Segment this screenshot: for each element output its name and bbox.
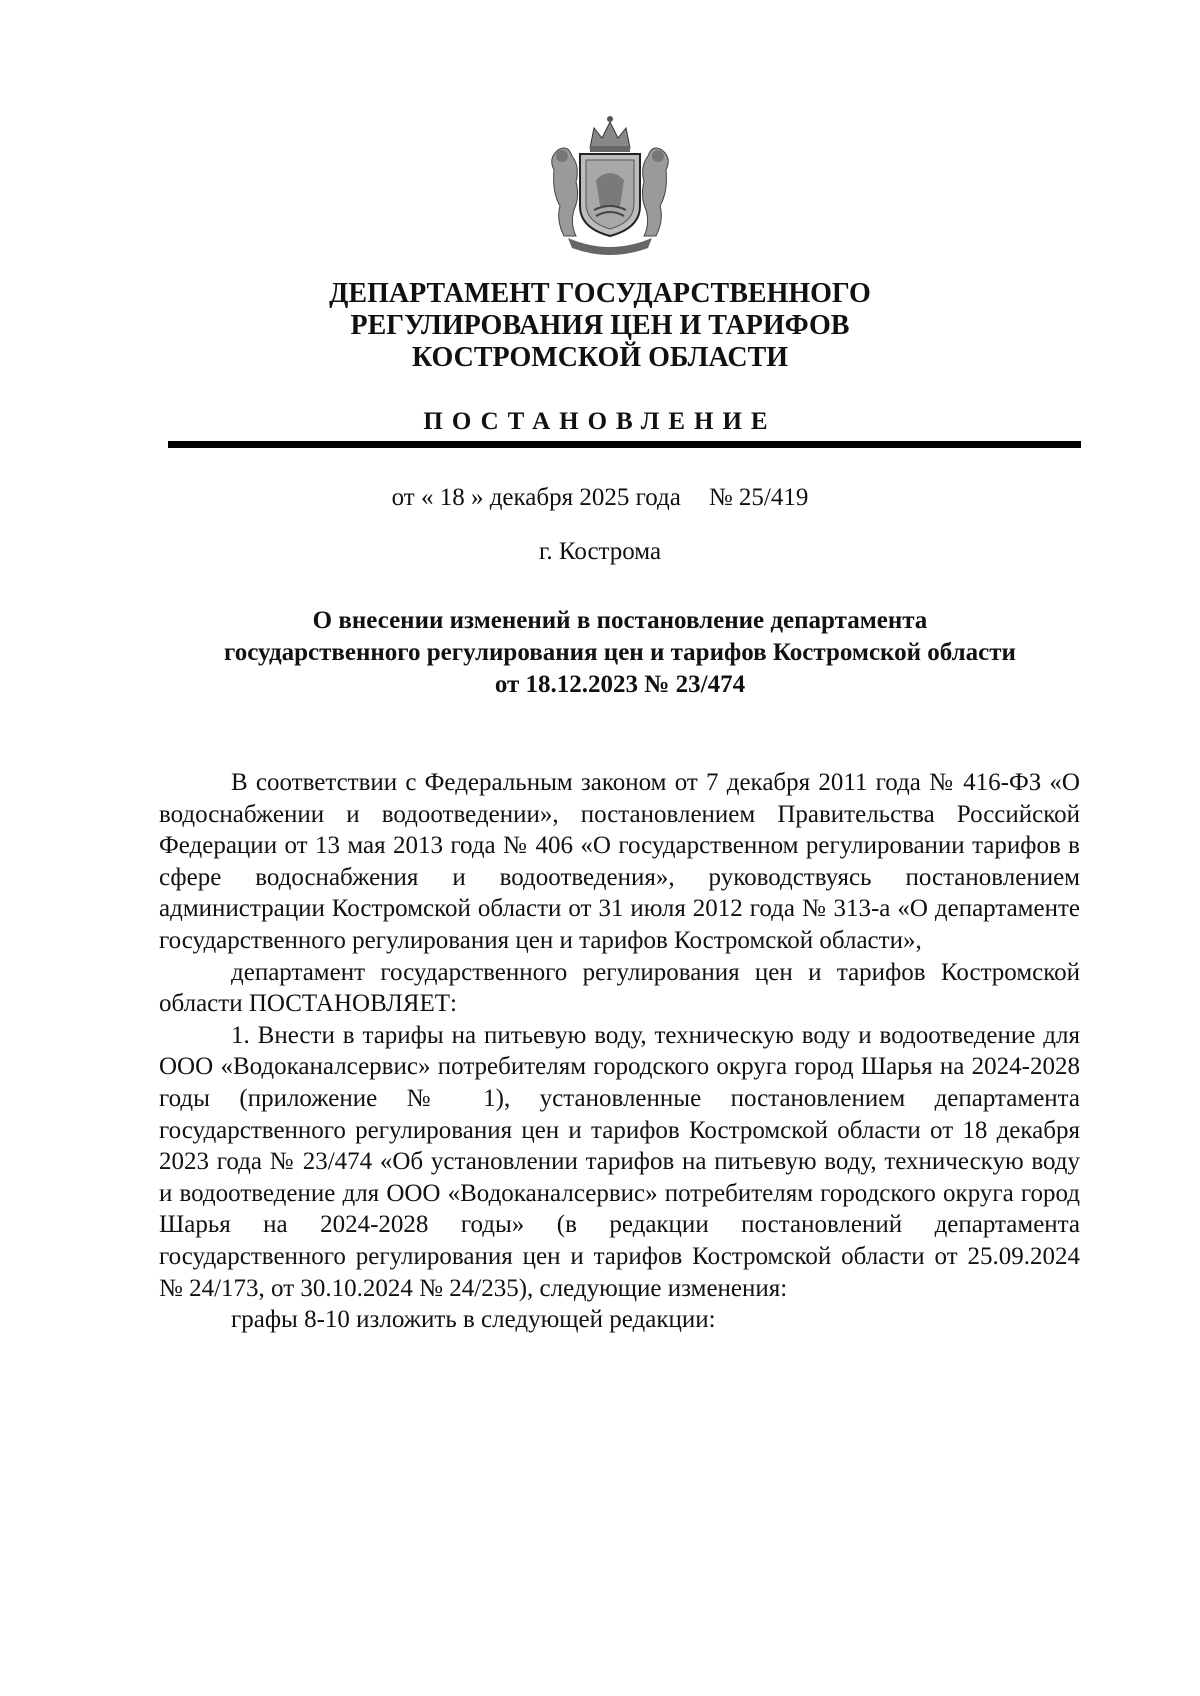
kostroma-region-coat-of-arms-icon [540,110,680,260]
title-line: О внесении изменений в постановление департамента [312,607,928,634]
city: г. Кострома [538,538,662,565]
document-number: № 25/419 [708,484,809,511]
title-line: от 18.12.2023 № 23/474 [494,671,746,698]
paragraph: В соответствии с Федеральным законом от 7 декабря 2011 года № 416-ФЗ «О водоснабжении и водоотведении», постановлением Правительства Российской Федерации от 13 мая 2013 года № 406 «О государственном регулировании тарифов в сфере водоснабжения и водоотведения», руководствуясь постановлением администрации Костромской области от 31 июля 2012 года № 313-а «О департаменте государственного регулирования цен и тарифов Костромской области», [159,769,1080,954]
department-line: РЕГУЛИРОВАНИЯ ЦЕН И ТАРИФОВ [350,310,850,341]
date-line [160,484,1040,512]
document-body [159,767,1080,1336]
title-line: государственного регулирования цен и тарифов Костромской области [224,639,1016,666]
document-date: от « 18 » декабря 2025 года [391,484,681,511]
header-divider [168,441,1081,448]
document-type: ПОСТАНОВЛЕНИЕ [423,408,777,435]
department-line: КОСТРОМСКОЙ ОБЛАСТИ [411,342,789,373]
paragraph: графы 8-10 изложить в следующей редакции: [231,1306,716,1334]
department-line: ДЕПАРТАМЕНТ ГОСУДАРСТВЕННОГО [329,278,871,309]
document-title [140,605,1100,701]
paragraph: 1. Внести в тарифы на питьевую воду, техническую воду и водоотведение для ООО «Водоканалсервис» потребителям городского округа город Шарья на 2024-2028 годы (приложение № 1), установленные постановлением департамента государственного регулирования цен и тарифов Костромской области от 18 декабря 2023 года № 23/474 «Об установлении тарифов на питьевую воду, техническую воду и водоотведение для ООО «Водоканалсервис» потребителям городского округа город Шарья на 2024-2028 годы» (в редакции постановлений департамента государственного регулирования цен и тарифов Костромской области от 25.09.2024 № 24/173, от 30.10.2024 № 24/235), следующие изменения: [159,1021,1080,1302]
department-name [160,278,1040,374]
paragraph: департамент государственного регулирования цен и тарифов Костромской области ПОСТАНОВЛЯЕТ: [159,958,1080,1018]
